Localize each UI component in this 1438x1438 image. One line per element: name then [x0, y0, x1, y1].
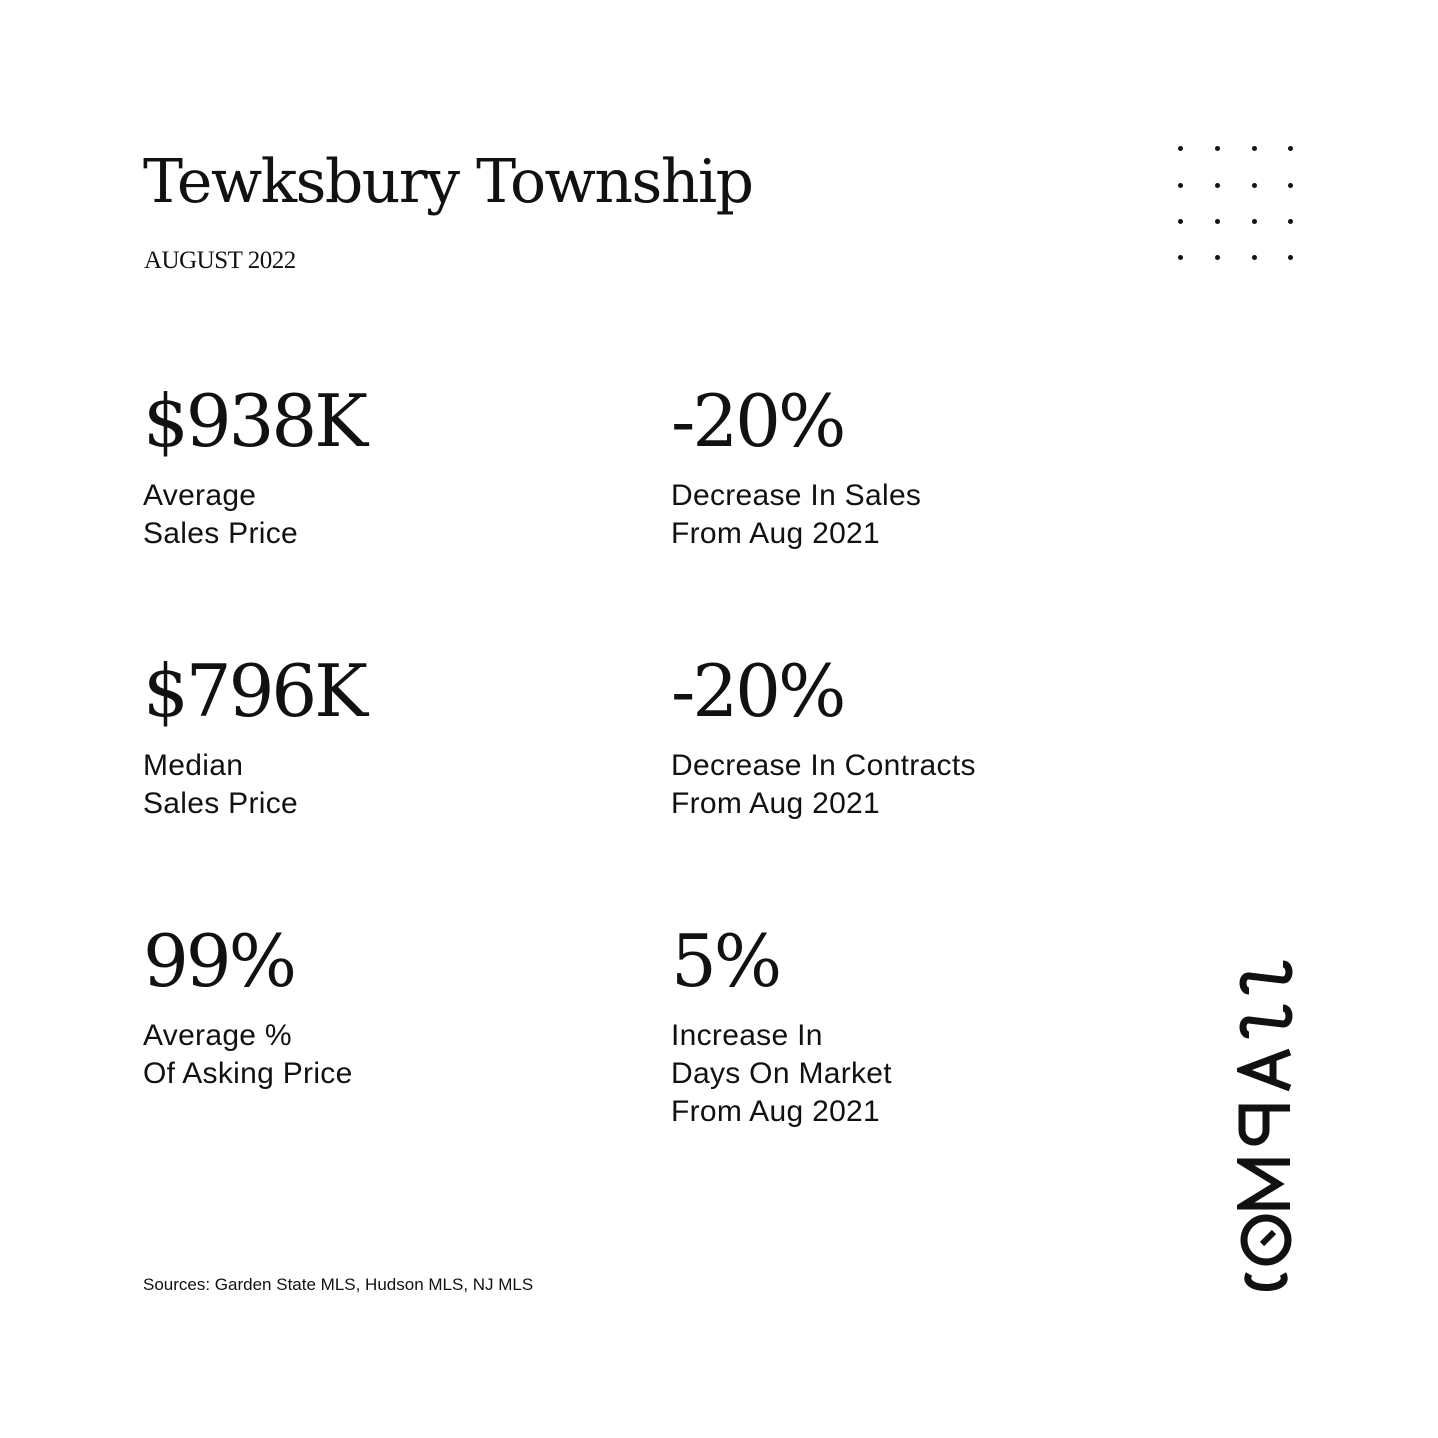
- stat-label-line: From Aug 2021: [671, 1095, 881, 1128]
- stat-label-line: Average: [143, 479, 257, 512]
- stat-label-line: Days On Market: [671, 1057, 892, 1090]
- stat-label: [671, 747, 976, 823]
- stat-label-line: Average %: [143, 1019, 292, 1052]
- stat-median-sales-price: [143, 651, 365, 823]
- stat-average-sales-price: [143, 381, 365, 553]
- compass-logo: [1237, 956, 1295, 1294]
- stat-label-line: Sales Price: [143, 517, 299, 550]
- stat-value: -20%: [671, 379, 844, 463]
- stat-label-line: Median: [143, 749, 244, 782]
- stat-label-line: Decrease In Sales: [671, 479, 922, 512]
- dot-grid-decoration: [1176, 144, 1300, 268]
- stat-label-line: Of Asking Price: [143, 1057, 353, 1090]
- stat-label-line: From Aug 2021: [671, 517, 881, 550]
- stat-sales-change: [671, 381, 921, 553]
- stat-label-line: Sales Price: [143, 787, 299, 820]
- stat-label-line: From Aug 2021: [671, 787, 881, 820]
- stat-contracts-change: [671, 651, 976, 823]
- stat-days-on-market-change: [671, 921, 892, 1131]
- stat-value: -20%: [671, 649, 844, 733]
- stat-label: [143, 477, 365, 553]
- sources-note: Sources: Garden State MLS, Hudson MLS, NJ MLS: [143, 1275, 534, 1294]
- stat-percent-of-asking: [143, 921, 353, 1093]
- page-title: Tewksbury Township: [143, 147, 753, 217]
- stat-value: $938K: [143, 379, 366, 463]
- stat-value: 5%: [671, 919, 780, 1003]
- stat-label: [143, 1017, 353, 1093]
- stat-label: [143, 747, 365, 823]
- stat-label-line: Increase In: [671, 1019, 823, 1052]
- stat-value: $796K: [143, 649, 366, 733]
- stat-label: [671, 1017, 892, 1131]
- stat-label: [671, 477, 921, 553]
- stat-value: 99%: [143, 919, 295, 1003]
- report-date: AUGUST 2022: [144, 247, 296, 274]
- stat-label-line: Decrease In Contracts: [671, 749, 976, 782]
